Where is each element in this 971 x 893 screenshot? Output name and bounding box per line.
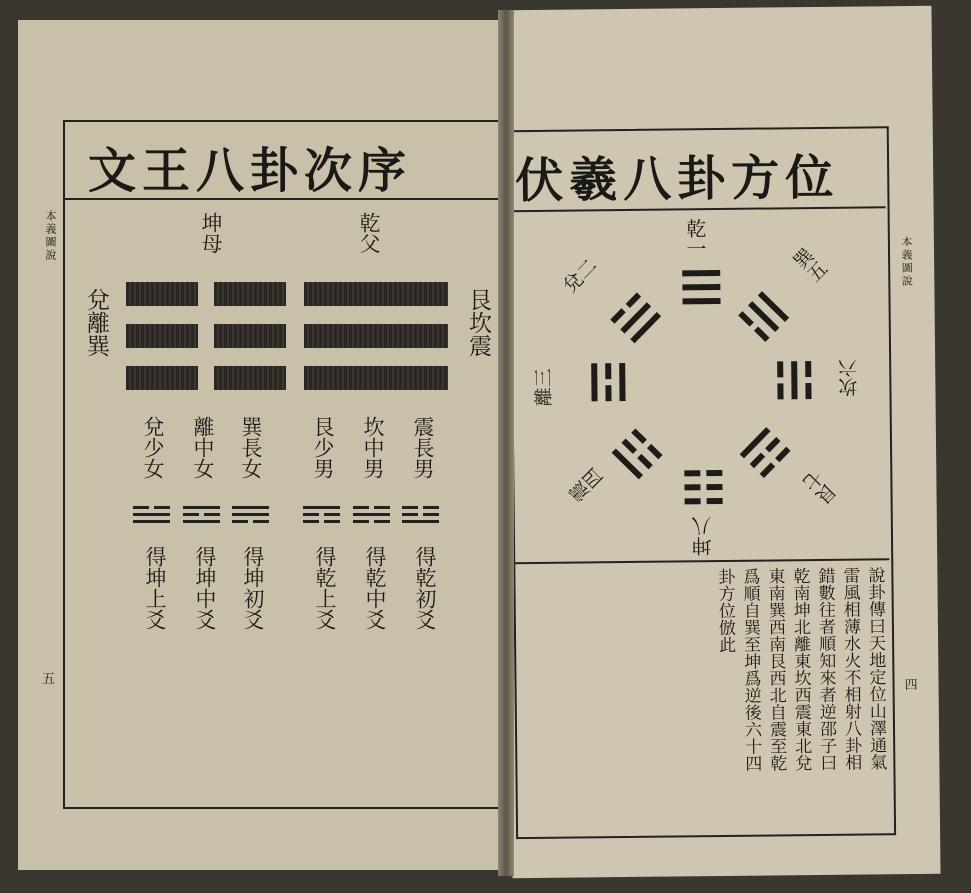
child-kan-middle-son: 坎中男 [361, 416, 385, 479]
left-page-frame [63, 120, 507, 809]
kun-line-1a [126, 282, 198, 306]
source-xun: 得坤初爻 [241, 546, 265, 630]
small-trigram-li [183, 506, 220, 523]
label-kan: 坎六 [838, 358, 861, 397]
parent-qian-father: 乾父 [357, 212, 381, 254]
small-trigram-kan [353, 506, 390, 523]
small-trigram-zhen [402, 506, 439, 523]
trigram-li-wrap [591, 363, 625, 401]
side-label-dui-li-xun: 兌離巽 [83, 288, 109, 357]
trigram-kan-wrap [777, 361, 811, 399]
qian-line-1 [304, 282, 448, 306]
child-xun-eldest-daughter: 巽長女 [239, 416, 263, 479]
trigram-li [591, 363, 625, 401]
source-gen: 得乾上爻 [313, 546, 337, 630]
child-li-middle-daughter: 離中女 [191, 416, 215, 479]
kun-line-3a [126, 366, 198, 390]
source-kan: 得乾中爻 [363, 546, 387, 630]
parent-kun-mother: 坤母 [199, 212, 223, 254]
label-zhen: 震四 [565, 464, 608, 508]
left-page-number: 五 [42, 672, 56, 687]
right-page-number: 四 [904, 677, 918, 694]
source-zhen: 得乾初爻 [413, 546, 437, 630]
text-column-3: 錯數往者順知來者逆邵子曰 [814, 566, 837, 772]
kun-line-2b [214, 324, 286, 348]
trigram-qian [682, 270, 720, 304]
qian-line-2 [304, 324, 448, 348]
text-column-1: 說卦傳曰天地定位山澤通氣 [864, 566, 887, 771]
small-trigram-xun [232, 506, 269, 523]
left-page [18, 20, 513, 870]
label-li: 離三 [532, 368, 556, 407]
child-gen-youngest-son: 艮少男 [311, 416, 335, 479]
left-page-title: 文王八卦次序 [88, 143, 413, 199]
qian-line-3 [304, 366, 448, 390]
text-column-4: 乾南坤北離東坎西震東北兌 [789, 567, 812, 772]
text-column-2: 雷風相薄水火不相射八卦相 [839, 566, 862, 771]
kun-line-3b [214, 366, 286, 390]
right-margin-header: 本義圖說 [899, 235, 914, 289]
small-trigram-gen [303, 506, 340, 523]
kun-line-1b [214, 282, 286, 306]
text-column-5: 東南巽西南艮西北自震至乾 [764, 567, 787, 772]
label-gen: 艮七 [799, 465, 842, 508]
label-kun: 坤八 [690, 516, 716, 557]
source-dui: 得坤上爻 [143, 546, 167, 630]
book-gutter [498, 10, 514, 876]
kun-line-2a [126, 324, 198, 348]
side-label-gen-kan-zhen: 艮坎震 [465, 288, 491, 357]
child-zhen-eldest-son: 震長男 [411, 416, 435, 479]
left-margin-header: 本義圖說 [44, 210, 57, 262]
trigram-kan [777, 361, 811, 399]
text-column-7: 卦方位倣此 [714, 567, 736, 654]
source-li: 得坤中爻 [193, 546, 217, 630]
right-page-title: 伏羲八卦方位 [514, 149, 840, 210]
label-qian: 乾一 [682, 218, 708, 259]
label-dui: 兌二 [559, 254, 602, 298]
small-trigram-dui [133, 506, 170, 523]
right-page [503, 6, 940, 878]
label-xun: 巽五 [787, 244, 831, 287]
trigram-kun [684, 470, 722, 504]
text-column-6: 爲順自巽至坤爲逆後六十四 [739, 567, 762, 772]
child-dui-youngest-daughter: 兌少女 [141, 416, 165, 479]
